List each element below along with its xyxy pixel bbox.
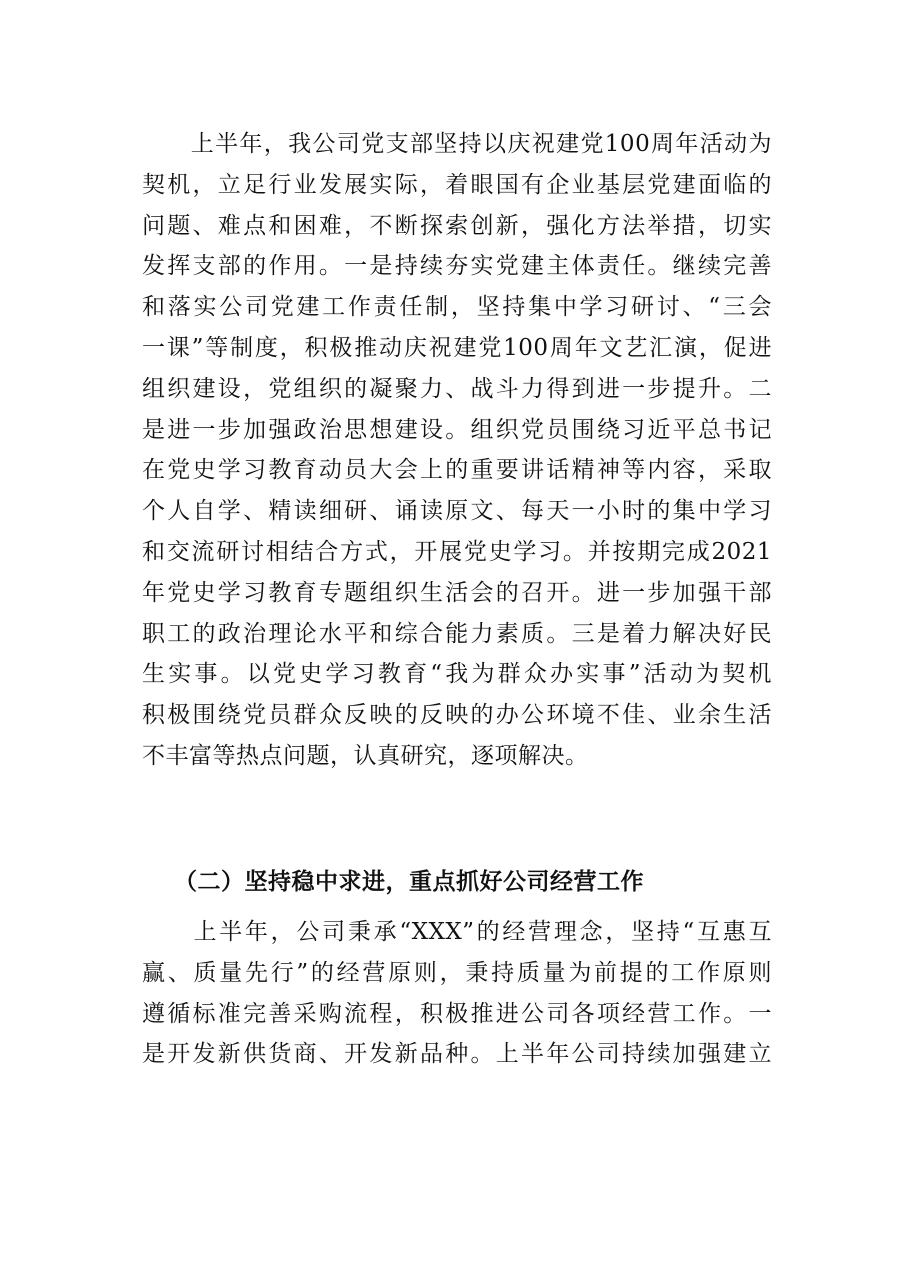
paragraph-business-operations	[142, 912, 772, 1075]
paragraph-line: 在党史学习教育动员大会上的重要讲话精神等内容，采取	[142, 457, 772, 484]
section-heading	[142, 862, 772, 902]
paragraph-party-building	[142, 124, 772, 777]
paragraph-line: 契机，立足行业发展实际，着眼国有企业基层党建面临的	[142, 171, 772, 198]
paragraph-line: 赢、质量先行”的经营原则，秉持质量为前提的工作原则	[142, 959, 772, 986]
paragraph-line: 个人自学、精读细研、诵读原文、每天一小时的集中学习	[142, 498, 772, 525]
paragraph-line: 组织建设，党组织的凝聚力、战斗力得到进一步提升。二	[142, 375, 772, 402]
paragraph-line: 是进一步加强政治思想建设。组织党员围绕习近平总书记	[142, 416, 772, 443]
paragraph-line: 和落实公司党建工作责任制，坚持集中学习研讨、“三会	[142, 294, 772, 321]
paragraph-line: 问题、难点和困难，不断探索创新，强化方法举措，切实	[142, 212, 772, 239]
paragraph-line: 一课”等制度，积极推动庆祝建党100周年文艺汇演，促进	[142, 334, 772, 361]
paragraph-line: 生实事。以党史学习教育“我为群众办实事”活动为契机	[142, 661, 772, 688]
paragraph-line: 积极围绕党员群众反映的反映的办公环境不佳、业余生活	[142, 702, 772, 729]
paragraph-line: 职工的政治理论水平和综合能力素质。三是着力解决好民	[142, 620, 772, 647]
paragraph-line: 年党史学习教育专题组织生活会的召开。进一步加强干部	[142, 579, 772, 606]
paragraph-line: 不丰富等热点问题，认真研究，逐项解决。	[142, 742, 589, 769]
paragraph-line: 是开发新供货商、开发新品种。上半年公司持续加强建立	[142, 1041, 772, 1068]
paragraph-line: 上半年，公司秉承“XXX”的经营理念，坚持“互惠互	[142, 919, 772, 945]
paragraph-line: 上半年，我公司党支部坚持以庆祝建党100周年活动为	[142, 131, 772, 157]
section-heading-text: （二）坚持稳中求进，重点抓好公司经营工作	[174, 869, 644, 895]
paragraph-line: 和交流研讨相结合方式，开展党史学习。并按期完成2021	[142, 538, 772, 565]
paragraph-line: 发挥支部的作用。一是持续夯实党建主体责任。继续完善	[142, 253, 772, 280]
paragraph-line: 遵循标准完善采购流程，积极推进公司各项经营工作。一	[142, 1000, 772, 1027]
